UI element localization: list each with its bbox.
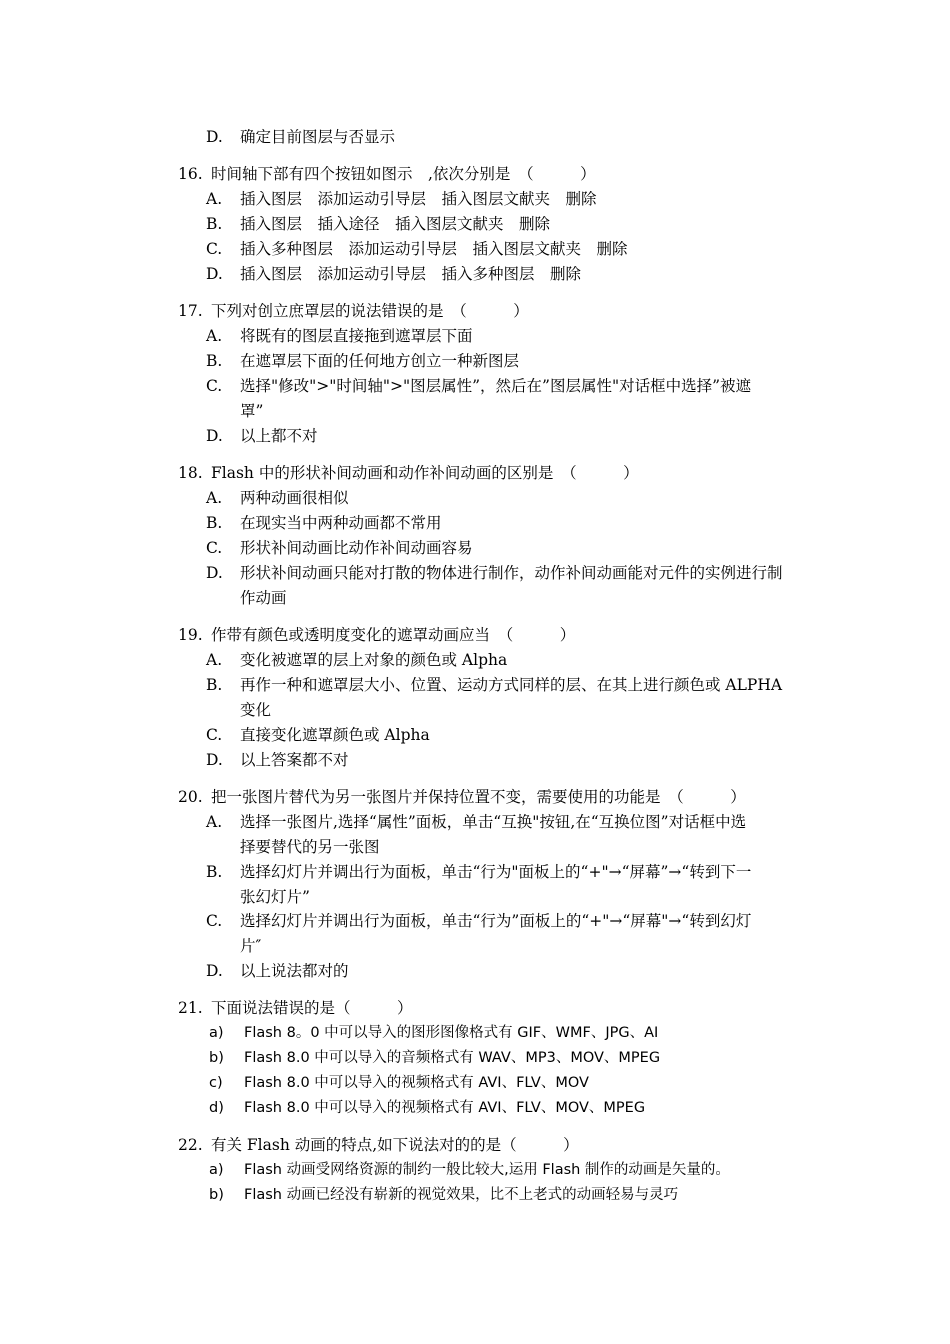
option-label: C. [206, 912, 223, 930]
option-text: 确定目前图层与否显示 [240, 128, 396, 146]
option-label: D. [206, 564, 223, 582]
option-label: B. [206, 215, 223, 233]
option-label: D. [206, 427, 223, 445]
option-text: Flash 8。0 中可以导入的图形图像格式有 GIF、WMF、JPG、AI [244, 1025, 659, 1041]
question-text: 作带有颜色或透明度变化的遮罩动画应当 （ ） [211, 626, 576, 644]
option-text: 将既有的图层直接拖到遮罩层下面 [240, 327, 473, 345]
option-text-continued: 变化 [240, 701, 272, 719]
question-number: 16. [178, 165, 203, 183]
question-text: 时间轴下部有四个按钮如图示 ,依次分别是 （ ） [211, 165, 596, 183]
option-label: B. [206, 676, 223, 694]
option-text: 选择幻灯片并调出行为面板，单击“行为”面板上的“+"→“屏幕"→“转到幻灯 [240, 912, 752, 930]
option-text: 选择"修改">"时间轴">"图层属性”，然后在”图层属性"对话框中选择”被遮 [240, 377, 752, 395]
question-number: 18. [178, 464, 203, 482]
option-label: C. [206, 377, 223, 395]
option-text: Flash 动画已经没有崭新的视觉效果，比不上老式的动画轻易与灵巧 [244, 1187, 679, 1203]
option-label: D. [206, 265, 223, 283]
option-text: 直接变化遮罩颜色或 Alpha [240, 726, 430, 744]
option-label: B. [206, 352, 223, 370]
question-text: 有关 Flash 动画的特点,如下说法对的的是（ ） [211, 1136, 579, 1154]
question-number: 17. [178, 302, 203, 320]
option-label: D. [206, 962, 223, 980]
question-text: 下面说法错误的是（ ） [211, 999, 413, 1017]
option-text: 选择幻灯片并调出行为面板，单击“行为"面板上的“+"→“屏幕”→“转到下一 [240, 863, 752, 881]
option-label: D. [206, 751, 223, 769]
option-label: a) [209, 1162, 224, 1178]
option-text: 形状补间动画比动作补间动画容易 [240, 539, 473, 557]
option-text-continued: 张幻灯片” [240, 888, 310, 906]
question-number: 22. [178, 1136, 203, 1154]
option-text: 再作一种和遮罩层大小、位置、运动方式同样的层、在其上进行颜色或 ALPHA [240, 676, 783, 694]
question-number: 19. [178, 626, 203, 644]
option-text: 以上说法都对的 [240, 962, 349, 980]
option-text: 两种动画很相似 [240, 489, 349, 507]
question-number: 21. [178, 999, 203, 1017]
option-label: d) [209, 1100, 224, 1116]
option-label: C. [206, 539, 223, 557]
option-label: B. [206, 863, 223, 881]
option-text: 插入多种图层 添加运动引导层 插入图层文献夹 删除 [240, 240, 628, 258]
option-text: 在现实当中两种动画都不常用 [240, 514, 442, 532]
option-text: 形状补间动画只能对打散的物体进行制作，动作补间动画能对元件的实例进行制 [240, 564, 783, 582]
option-text-continued: 片″ [240, 937, 262, 955]
option-label: b) [209, 1050, 224, 1066]
question-text: Flash 中的形状补间动画和动作补间动画的区别是 （ ） [211, 464, 639, 482]
option-text-continued: 罩” [240, 402, 264, 420]
option-text: Flash 8.0 中可以导入的视频格式有 AVI、FLV、MOV、MPEG [244, 1100, 646, 1116]
option-text: 插入图层 添加运动引导层 插入图层文献夹 删除 [240, 190, 597, 208]
option-label: C. [206, 726, 223, 744]
option-text: 插入图层 插入途径 插入图层文献夹 删除 [240, 215, 551, 233]
option-text-continued: 作动画 [240, 589, 287, 607]
option-label: A. [206, 489, 223, 507]
option-text: Flash 8.0 中可以导入的音频格式有 WAV、MP3、MOV、MPEG [244, 1050, 661, 1066]
option-text: 变化被遮罩的层上对象的颜色或 Alpha [240, 651, 508, 669]
option-label: b) [209, 1187, 224, 1203]
option-label: A. [206, 190, 223, 208]
question-number: 20. [178, 788, 203, 806]
option-text: 以上答案都不对 [240, 751, 349, 769]
option-label: D. [206, 128, 223, 146]
question-text: 把一张图片替代为另一张图片并保持位置不变，需要使用的功能是 （ ） [211, 788, 746, 806]
option-text: Flash 8.0 中可以导入的视频格式有 AVI、FLV、MOV [244, 1075, 589, 1091]
option-text-continued: 择要替代的另一张图 [240, 838, 380, 856]
option-label: c) [209, 1075, 223, 1091]
option-text: 以上都不对 [240, 427, 318, 445]
option-text: 插入图层 添加运动引导层 插入多种图层 删除 [240, 265, 582, 283]
option-label: C. [206, 240, 223, 258]
option-label: a) [209, 1025, 224, 1041]
option-label: A. [206, 327, 223, 345]
option-text: Flash 动画受网络资源的制约一般比较大,运用 Flash 制作的动画是矢量的。 [244, 1162, 730, 1178]
option-text: 选择一张图片,选择“属性”面板，单击“互换"按钮,在“互换位图”对话框中选 [240, 813, 747, 831]
option-label: A. [206, 651, 223, 669]
question-text: 下列对创立庶罩层的说法错误的是 （ ） [211, 302, 529, 320]
option-text: 在遮罩层下面的任何地方创立一种新图层 [240, 352, 520, 370]
option-label: B. [206, 514, 223, 532]
option-label: A. [206, 813, 223, 831]
